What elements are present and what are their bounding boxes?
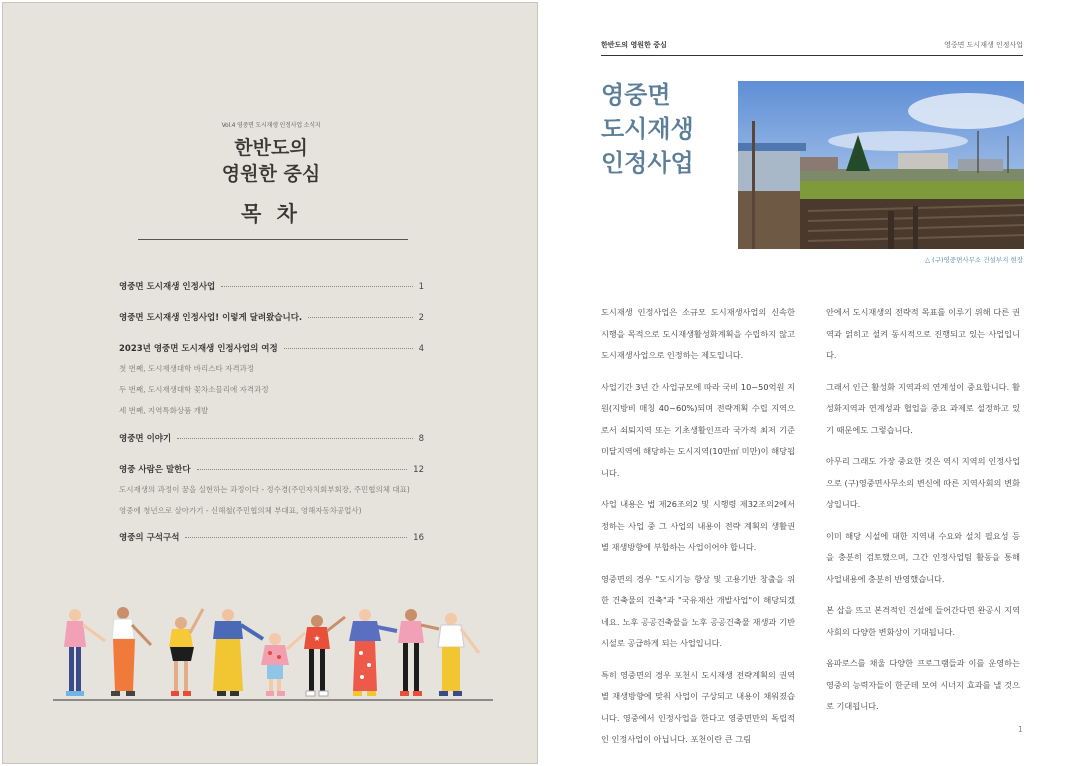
toc-subentry[interactable]: 영중에 청년으로 살아가기 - 신해철(주민협의체 부대표, 영해자동차공업사) xyxy=(119,506,362,515)
toc-subentry[interactable]: 도시재생의 과정이 꿈을 실현하는 과정이다 - 정수경(주민자치회부회장, 주민협의체 대표) xyxy=(119,485,410,494)
article-title-line2: 도시재생 xyxy=(601,114,694,143)
dot-leader xyxy=(284,348,413,349)
toc-entry[interactable] xyxy=(119,342,424,354)
divider xyxy=(138,239,408,240)
person-figure xyxy=(398,609,439,696)
person-figure xyxy=(169,609,203,696)
person-figure xyxy=(261,633,305,696)
left-page xyxy=(2,2,538,764)
body-paragraph: 영중면의 경우 "도시기능 향상 및 고용기반 창출을 위한 건축물의 건축"과 "국유재산 개발사업"이 해당되겠네요. 노후 공공건축물을 노후 공공건축물 재생과 기반시설로 공급하게 되는 사업입니다. xyxy=(601,573,795,648)
toc-entry[interactable] xyxy=(119,531,424,543)
body-paragraph: 도시재생 인정사업은 소규모 도시재생사업의 신속한 시행을 목적으로 도시재생활성화계획을 수립하지 않고 도시재생사업으로 인정하는 제도입니다. xyxy=(601,307,795,360)
toc-entry[interactable] xyxy=(119,432,424,444)
toc-subentry[interactable]: 두 번째, 도시재생대학 꽃차소믈리에 자격과정 xyxy=(119,385,269,394)
toc-entry-page: 8 xyxy=(418,434,424,444)
body-paragraph: 옴파로스를 채울 다양한 프로그램들과 이를 운영하는 영중의 능력자들이 한군데 모여 시너지 효과를 낼 것으로 기대됩니다. xyxy=(826,658,1020,711)
body-paragraph: 그래서 인근 활성화 지역과의 연계성이 중요합니다. 활성화지역과 연계성과 협업을 중요 과제로 설정하고 있기 때문에도 그렇습니다. xyxy=(826,381,1020,435)
construction-site-photo xyxy=(738,81,1024,249)
dot-leader xyxy=(185,537,407,538)
dot-leader xyxy=(308,317,412,318)
issue-line: Vol.4 영중면 도시재생 인정사업 소식지 xyxy=(221,122,321,129)
toc-entry[interactable] xyxy=(119,280,424,292)
person-figure xyxy=(111,607,151,696)
toc-entry-label: 영중면 이야기 xyxy=(119,434,172,444)
toc-entry[interactable] xyxy=(119,311,424,323)
body-paragraph: 안에서 도시재생의 전략적 목표를 이루기 위해 다른 권역과 얽히고 설켜 동시적으로 진행되고 있는 사업입니다. xyxy=(826,307,1020,360)
dot-leader xyxy=(197,469,408,470)
toc-entry-page: 12 xyxy=(413,465,424,475)
people-holding-hands-illustration xyxy=(53,601,493,703)
dot-leader xyxy=(221,286,412,287)
running-header-right: 영중면 도시재생 인정사업 xyxy=(944,41,1023,49)
person-figure xyxy=(304,615,345,696)
toc-subentry[interactable]: 첫 번째, 도시재생대학 바리스타 자격과정 xyxy=(119,364,255,373)
magazine-title-line1: 한반도의 xyxy=(234,137,308,159)
toc-entry-label: 2023년 영중면 도시재생 인정사업의 여정 xyxy=(119,344,278,354)
article-title-line3: 인정사업 xyxy=(601,148,694,177)
page-number: 1 xyxy=(1017,725,1023,734)
toc-subentry[interactable]: 세 번째, 지역특화상품 개발 xyxy=(119,406,209,415)
toc-entry-label: 영중의 구석구석 xyxy=(119,533,180,543)
magazine-title-line2: 영원한 중심 xyxy=(221,163,321,185)
toc-entry-page: 1 xyxy=(418,282,424,292)
body-paragraph: 본 삽을 뜨고 본격적인 건설에 들어간다면 완공시 지역사회의 다양한 변화상이 기대됩니다. xyxy=(826,605,1020,637)
article-title-line1: 영중면 xyxy=(601,80,671,109)
person-figure xyxy=(64,609,105,696)
toc-entry-label: 영중면 도시재생 인정사업 xyxy=(119,282,216,292)
toc-entry-page: 16 xyxy=(413,533,424,543)
body-paragraph: 특히 영중면의 경우 포천시 도시재생 전략계획의 권역별 재생방향에 맞춰 사업이 구상되고 내용이 채워졌습니다. 영중에서 인정사업을 한다고 영중면만의 독립적인 인정사업이 아닙니다. 포천이란 큰 그림 xyxy=(601,669,795,744)
toc-entry-label: 영중 사람은 말한다 xyxy=(119,465,191,475)
running-header-left: 한반도의 영원한 중심 xyxy=(601,41,667,49)
body-column-left xyxy=(601,302,795,761)
person-figure xyxy=(349,609,397,696)
magazine-title xyxy=(3,135,539,187)
person-figure xyxy=(438,613,479,696)
right-page xyxy=(539,0,1077,766)
toc-entry-page: 4 xyxy=(418,344,424,354)
toc-entry-page: 2 xyxy=(418,313,424,323)
article-title xyxy=(601,78,694,180)
body-paragraph: 아무리 그래도 가장 중요한 것은 역시 지역의 인정사업으로 (구)영중면사무소의 변신에 따른 지역사회의 변화상입니다. xyxy=(826,456,1020,509)
toc-entry-label: 영중면 도시재생 인정사업! 이렇게 달려왔습니다. xyxy=(119,313,303,323)
body-column-right xyxy=(826,302,1020,728)
body-paragraph: 사업기간 3년 간 사업규모에 따라 국비 10~50억원 지원(지방비 매칭 40~60%)되며 전략계획 수립 지역으로서 쇠퇴지역 또는 기초생활인프라 국가적 최저 기준 미달지역에 해당하는 도시지역(10만㎡ 미만)이 해당됩니다. xyxy=(601,381,795,478)
person-figure xyxy=(213,609,263,696)
body-paragraph: 이미 해당 시설에 대한 지역내 수요와 설치 필요성 등을 충분히 검토했으며, 그간 인정사업팀 활동을 통해 사업내용에 충분히 반영했습니다. xyxy=(826,530,1020,584)
svg-text:★: ★ xyxy=(313,634,321,643)
header-rule xyxy=(601,55,1023,56)
toc-heading: 목 차 xyxy=(241,201,301,226)
toc-entry[interactable] xyxy=(119,463,424,475)
body-paragraph: 사업 내용은 법 제26조의2 및 시행령 제32조의2에서 정하는 사업 중 그 사업의 내용이 전략 계획의 생활권별 재생방향에 부합하는 사업이어야 합니다. xyxy=(601,499,795,552)
dot-leader xyxy=(177,438,412,439)
photo-caption: △ (구)영중면사무소 건설부지 현장 xyxy=(925,256,1023,264)
